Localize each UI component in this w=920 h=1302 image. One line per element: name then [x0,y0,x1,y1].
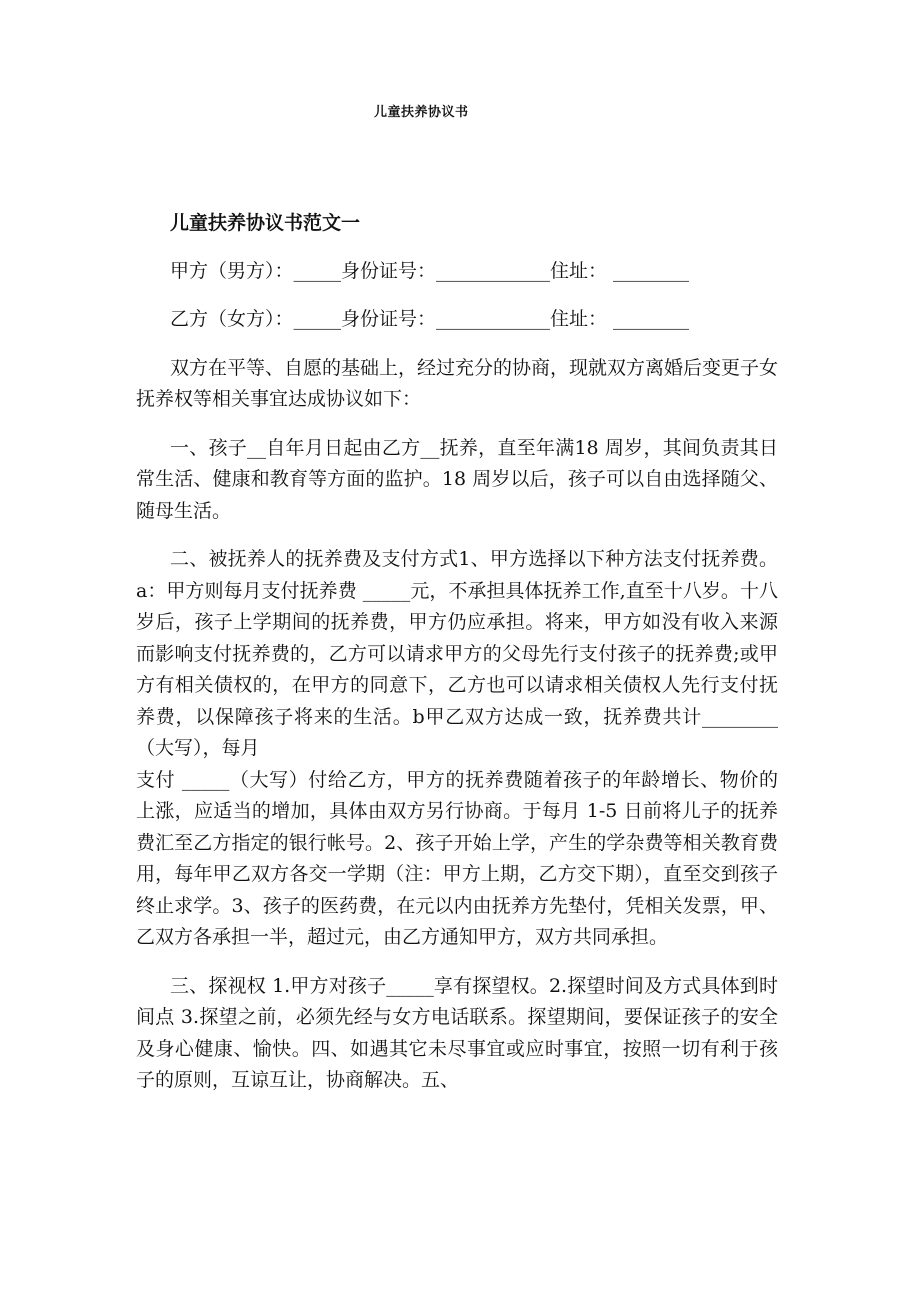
page-header-title: 儿童扶养协议书 [374,105,469,120]
clause-1-paragraph: 一、孩子__自年月日起由乙方__抚养，直至年满18 周岁，其间负责其日常生活、健康和教育等方面的监护。18 周岁以后，孩子可以自由选择随父、随母生活。 [136,436,778,522]
clause-3-paragraph: 三、探视权 1.甲方对孩子_____享有探望权。2.探望时间及方式具体到时间点 3.探望之前，必须先经与女方电话联系。探望期间，要保证孩子的安全及身心健康、愉快。四、如遇其它未尽事宜或应时事宜，按照一切有利于孩子的原则，互谅互让，协商解决。五、 [136,974,778,1091]
clause-2-continuation: 支付 _____（大写）付给乙方，甲方的抚养费随着孩子的年龄增长、物价的上涨，应适当的增加，具体由双方另行协商。于每月 1-5 日前将儿子的抚养费汇至乙方指定的银行帐号。2、孩子开始上学，产生的学杂费等相关教育费用，每年甲乙双方各交一学期（注：甲方上期，乙方交下期），直至交到孩子终止求学。3、孩子的医药费，在元以内由抚养方先垫付，凭相关发票，甲、乙双方各承担一半，超过元，由乙方通知甲方，双方共同承担。 [136,768,778,948]
document-heading: 儿童扶养协议书范文一 [170,212,361,234]
clause-2-paragraph: 二、被抚养人的抚养费及支付方式1、甲方选择以下种方法支付抚养费。a：甲方则每月支付抚养费 _____元，不承担具体抚养工作,直至十八岁。十八岁后，孩子上学期间的抚养费，甲方仍应承担。将来，甲方如没有收入来源而影响支付抚养费的，乙方可以请求甲方的父母先行支付孩子的抚养费;或甲方有相关债权的，在甲方的同意下，乙方也可以请求相关债权人先行支付抚养费，以保障孩子将来的生活。b甲乙双方达成一致，抚养费共计________（大写），每月 [136,548,778,759]
party-b-line: 乙方（女方）：_____身份证号：____________住址： ________ [170,308,690,330]
document-body [136,208,778,1114]
party-a-line: 甲方（男方）：_____身份证号：____________住址： ________ [170,259,690,282]
intro-paragraph: 双方在平等、自愿的基础上，经过充分的协商，现就双方离婚后变更子女抚养权等相关事宜达成协议如下： [136,356,779,410]
